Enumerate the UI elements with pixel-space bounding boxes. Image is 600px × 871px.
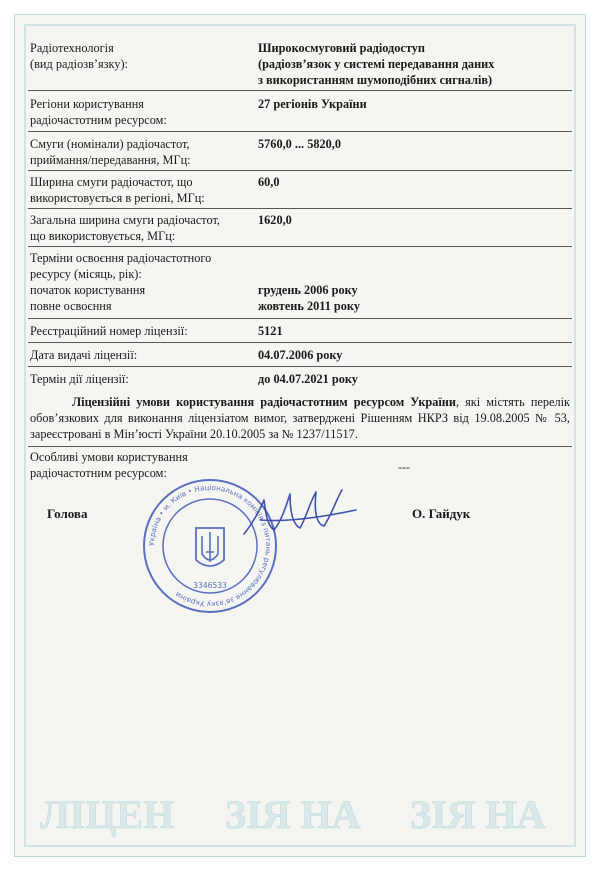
field-value-validity <box>258 371 568 387</box>
field-label-line: ресурсу (місяць, рік): <box>30 267 142 281</box>
conditions-lead: Ліцензійні умови користування радіочастотним ресурсом України <box>72 395 456 409</box>
field-label-line: радіочастотним ресурсом: <box>30 113 167 127</box>
field-value-terms <box>258 250 568 314</box>
conditions-text: , які містять перелік обов’язкових для виконання ліцензіатом вимог, затверджені Рішенням НКРЗ від 19.08.2005 № 53, зареєстровані в Мін’юсті України 20.10.2005 за № 1237/11517. <box>30 395 571 441</box>
field-value-line: 1620,0 <box>258 213 292 227</box>
field-value-line: (радіозв’язок у системі передавання даних <box>258 57 495 71</box>
divider <box>28 318 572 319</box>
divider <box>28 446 572 447</box>
field-value-line: жовтень 2011 року <box>258 299 360 313</box>
watermark-text-right: ЗІЯ НА <box>410 792 546 837</box>
field-value-issue-date <box>258 347 568 363</box>
field-label-line: Термін дії ліцензії: <box>30 372 129 386</box>
signatory-name: О. Гайдук <box>412 506 471 521</box>
license-conditions-paragraph <box>30 394 570 442</box>
field-label-line: (вид радіозв’язку): <box>30 57 128 71</box>
field-value-line: грудень 2006 року <box>258 283 358 297</box>
field-label-line: Загальна ширина смуги радіочастот, <box>30 213 220 227</box>
field-value-reg-number <box>258 323 568 339</box>
field-label-line: використовується в регіоні, МГц: <box>30 191 205 205</box>
field-label-reg-number <box>30 323 250 339</box>
field-label-regions <box>30 96 250 128</box>
field-value-regions <box>258 96 568 112</box>
field-label-line: що використовується, МГц: <box>30 229 176 243</box>
field-value-total-width <box>258 212 568 228</box>
field-label-validity <box>30 371 250 387</box>
field-value-line: 60,0 <box>258 175 280 189</box>
trident-icon <box>196 528 224 566</box>
watermark-text-left: ЛІЦЕН <box>40 792 175 837</box>
field-value-line: до 04.07.2021 року <box>258 372 358 386</box>
field-value-line <box>258 266 568 282</box>
seal-code: 3346533 <box>193 581 227 590</box>
field-value-line: 5121 <box>258 324 283 338</box>
field-label-line: Радіотехнологія <box>30 41 114 55</box>
field-label-line: Терміни освоєння радіочастотного <box>30 251 212 265</box>
signatory-title: Голова <box>47 506 88 521</box>
field-label-line: Особливі умови користування <box>30 450 188 464</box>
field-value-line <box>258 250 568 266</box>
special-conditions-value: --- <box>398 460 410 474</box>
seal-ring-text: Україна • м. Київ • Національна комісія з питань регулювання зв’язку України <box>146 482 274 610</box>
field-value-bands <box>258 136 568 152</box>
field-value-line: 5760,0 ... 5820,0 <box>258 137 342 151</box>
divider <box>28 90 572 91</box>
handwritten-signature <box>230 480 370 550</box>
field-value-technology <box>258 40 568 88</box>
divider <box>28 131 572 132</box>
field-label-line: Дата видачі ліцензії: <box>30 348 138 362</box>
field-value-line: з використанням шумоподібних сигналів) <box>258 73 493 87</box>
divider <box>28 208 572 209</box>
field-label-line: початок користування <box>30 283 146 297</box>
divider <box>28 170 572 171</box>
watermark-text-mid: ЗІЯ НА <box>225 792 361 837</box>
field-label-issue-date <box>30 347 250 363</box>
field-label-line: радіочастотним ресурсом: <box>30 466 167 480</box>
watermark-band <box>30 790 570 840</box>
divider <box>28 366 572 367</box>
field-label-line: Реєстраційний номер ліцензії: <box>30 324 188 338</box>
field-label-line: повне освоєння <box>30 299 112 313</box>
field-label-terms <box>30 250 250 314</box>
field-label-bands <box>30 136 250 168</box>
divider <box>28 342 572 343</box>
field-label-region-width <box>30 174 250 206</box>
field-label-line: приймання/передавання, МГц: <box>30 153 191 167</box>
field-label-line: Ширина смуги радіочастот, що <box>30 175 193 189</box>
field-value-line: 27 регіонів України <box>258 97 367 111</box>
field-value-line: Широкосмуговий радіодоступ <box>258 41 425 55</box>
field-label-total-width <box>30 212 250 244</box>
field-label-line: Регіони користування <box>30 97 144 111</box>
field-label-line: Смуги (номінали) радіочастот, <box>30 137 190 151</box>
field-value-line: 04.07.2006 року <box>258 348 343 362</box>
field-label-technology <box>30 40 250 72</box>
divider <box>28 246 572 247</box>
field-value-region-width <box>258 174 568 190</box>
